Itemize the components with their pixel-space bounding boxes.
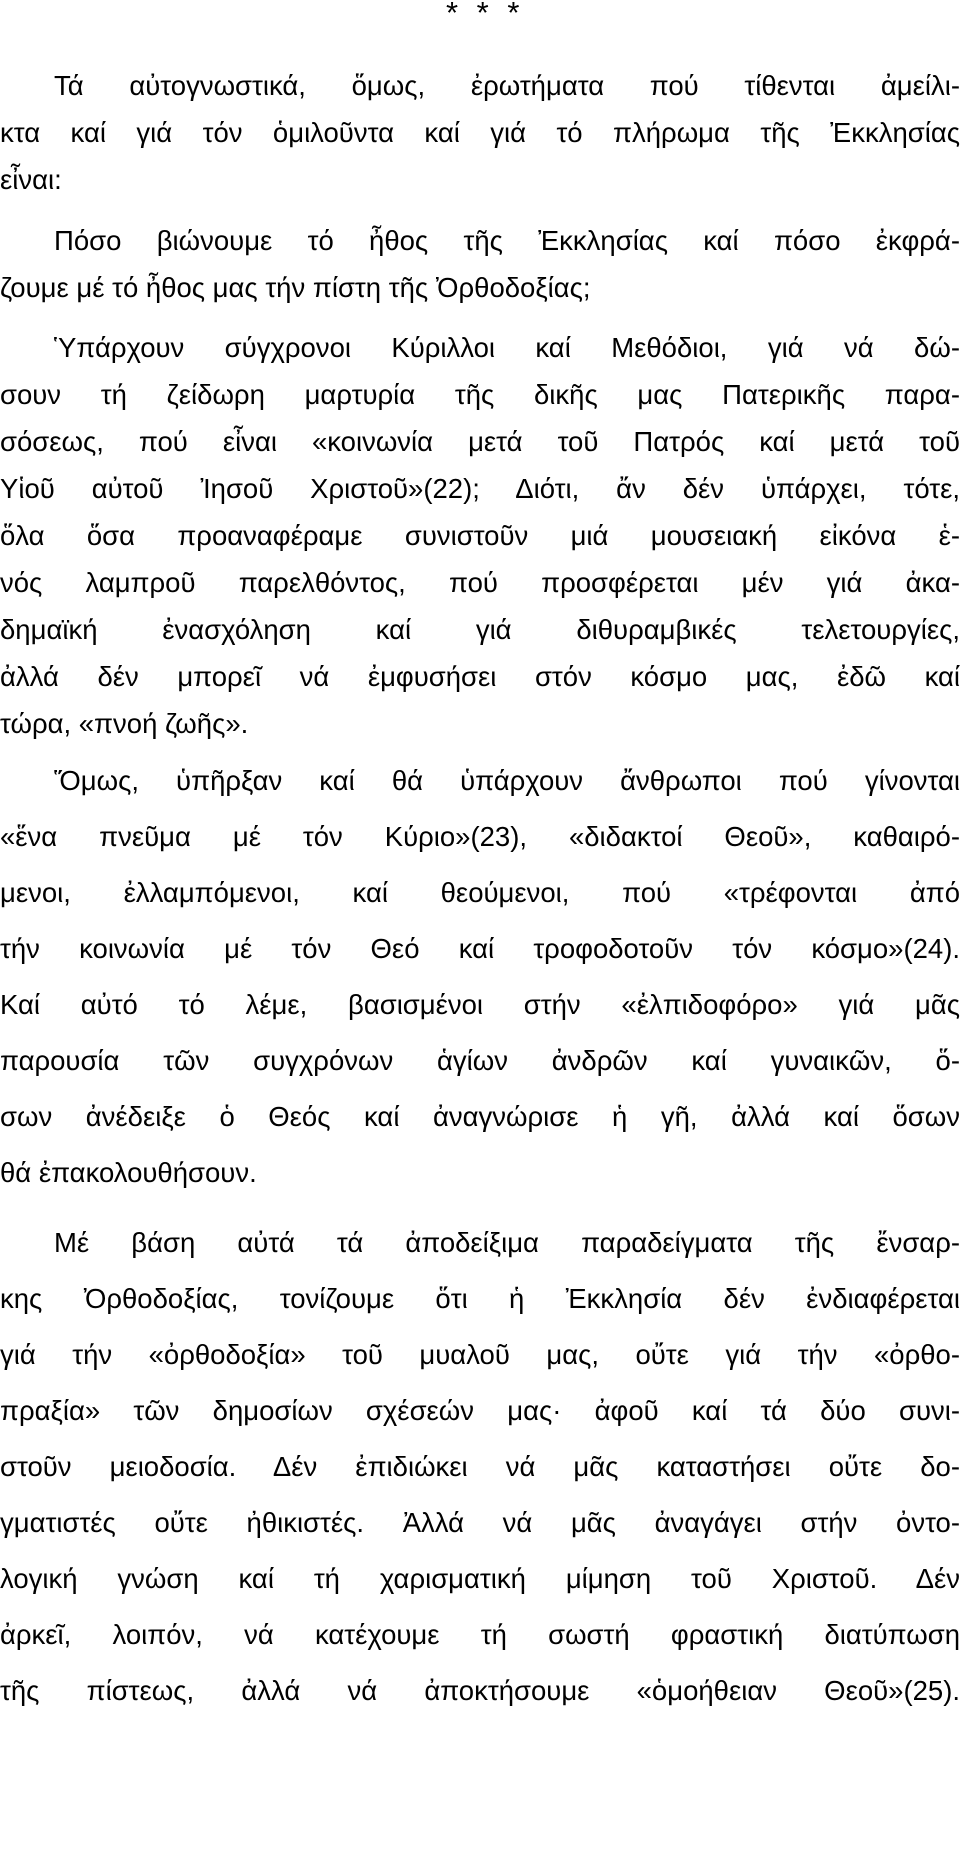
text-line: ἀρκεῖ, λοιπόν, νά κατέχουμε τή σωστή φραστική διατύπωση [0,1619,960,1650]
text-line: πραξία» τῶν δημοσίων σχέσεών μας· ἀφοῦ καί τά δύο συνι- [0,1395,960,1426]
text-line: στοῦν μειοδοσία. Δέν ἐπιδιώκει νά μᾶς καταστήσει οὔτε δο- [0,1451,960,1482]
text-line: σόσεως, πού εἶναι «κοινωνία μετά τοῦ Πατρός καί μετά τοῦ [0,426,960,457]
text-line: γματιστές οὔτε ἠθικιστές. Ἀλλά νά μᾶς ἀναγάγει στήν ὀντο- [0,1507,960,1538]
text-line: σων ἀνέδειξε ὁ Θεός καί ἀναγνώρισε ἡ γῆ, ἀλλά καί ὅσων [0,1101,960,1132]
text-line: Ὑπάρχουν σύγχρονοι Κύριλλοι καί Μεθόδιοι, γιά νά δώ- [54,332,960,363]
text-line: λογική γνώση καί τή χαρισματική μίμηση τοῦ Χριστοῦ. Δέν [0,1563,960,1594]
text-line: ζουμε μέ τό ἦθος μας τήν πίστη τῆς Ὀρθοδοξίας; [0,272,591,303]
text-line: Πόσο βιώνουμε τό ἦθος τῆς Ἐκκλησίας καί πόσο ἐκφρά- [54,225,960,256]
section-separator: * * * [446,0,525,30]
text-line: Υἱοῦ αὐτοῦ Ἰησοῦ Χριστοῦ»(22); Διότι, ἄν δέν ὑπάρχει, τότε, [0,473,960,504]
text-line: τῆς πίστεως, ἀλλά νά ἀποκτήσουμε «ὁμοήθειαν Θεοῦ»(25). [0,1675,960,1706]
text-line: «ἕνα πνεῦμα μέ τόν Κύριο»(23), «διδακτοί Θεοῦ», καθαιρό- [0,821,960,852]
text-line: Μέ βάση αὐτά τά ἀποδείξιμα παραδείγματα τῆς ἔνσαρ- [54,1227,960,1258]
text-line: σουν τή ζείδωρη μαρτυρία τῆς δικῆς μας Πατερικῆς παρα- [0,379,960,410]
text-line: κης Ὀρθοδοξίας, τονίζουμε ὅτι ἡ Ἐκκλησία δέν ἐνδιαφέρεται [0,1283,960,1314]
text-line: παρουσία τῶν συγχρόνων ἁγίων ἀνδρῶν καί γυναικῶν, ὅ- [0,1045,960,1076]
text-line: Καί αὐτό τό λέμε, βασισμένοι στήν «ἐλπιδοφόρο» γιά μᾶς [0,989,960,1020]
text-line: νός λαμπροῦ παρελθόντος, πού προσφέρεται μέν γιά ἀκα- [0,567,960,598]
text-line: κτα καί γιά τόν ὁμιλοῦντα καί γιά τό πλήρωμα τῆς Ἐκκλησίας [0,117,960,148]
text-line: ἀλλά δέν μπορεῖ νά ἐμφυσήσει στόν κόσμο μας, ἐδῶ καί [0,661,960,692]
text-line: θά ἐπακολουθήσουν. [0,1157,257,1188]
text-line: εἶναι: [0,164,62,195]
text-line: δημαϊκή ἐνασχόληση καί γιά διθυραμβικές τελετουργίες, [0,614,960,645]
text-line: τώρα, «πνοή ζωῆς». [0,708,249,739]
text-line: Τά αὐτογνωστικά, ὅμως, ἐρωτήματα πού τίθενται ἀμείλι- [54,70,960,101]
text-line: γιά τήν «ὀρθοδοξία» τοῦ μυαλοῦ μας, οὔτε γιά τήν «ὀρθο- [0,1339,960,1370]
text-line: Ὅμως, ὑπῆρξαν καί θά ὑπάρχουν ἄνθρωποι πού γίνονται [54,765,960,796]
text-line: μενοι, ἐλλαμπόμενοι, καί θεούμενοι, πού «τρέφονται ἀπό [0,877,960,908]
text-line: τήν κοινωνία μέ τόν Θεό καί τροφοδοτοῦν τόν κόσμο»(24). [0,933,960,964]
text-line: ὅλα ὅσα προαναφέραμε συνιστοῦν μιά μουσειακή εἰκόνα ἑ- [0,520,960,551]
